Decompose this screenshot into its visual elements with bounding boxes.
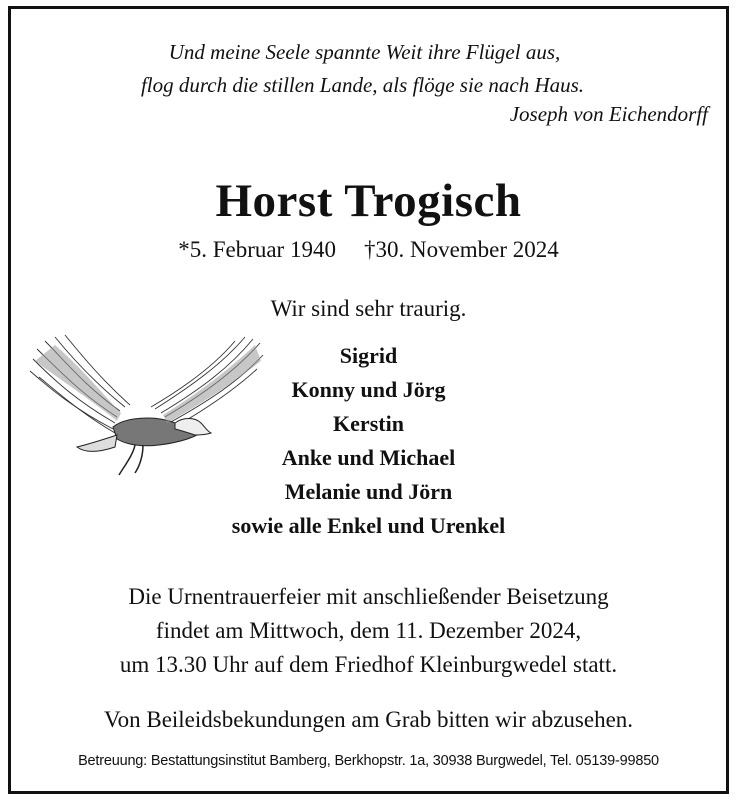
condolence-note: Von Beileidsbekundungen am Grab bitten wir abzusehen. bbox=[103, 707, 634, 732]
family-member: Anke und Michael bbox=[281, 445, 456, 470]
family-member: Konny und Jörg bbox=[291, 377, 446, 402]
deceased-name: Horst Trogisch bbox=[215, 175, 522, 227]
ceremony-line-2: findet am Mittwoch, dem 11. Dezember 2024, bbox=[155, 618, 582, 643]
birth-date: *5. Februar 1940 bbox=[178, 237, 336, 262]
family-member: Melanie und Jörn bbox=[284, 479, 453, 504]
family-member: sowie alle Enkel und Urenkel bbox=[231, 513, 506, 538]
family-member: Kerstin bbox=[333, 411, 404, 436]
ceremony-line-1: Die Urnentrauerfeier mit anschließender Beisetzung bbox=[128, 584, 609, 609]
ceremony-info bbox=[11, 580, 726, 682]
quote-line-2: flog durch die stillen Lande, als flöge sie nach Haus. bbox=[140, 73, 585, 97]
ceremony-line-3: um 13.30 Uhr auf dem Friedhof Kleinburgwedel statt. bbox=[119, 652, 618, 677]
mourning-text: Wir sind sehr traurig. bbox=[270, 296, 467, 321]
obituary-notice bbox=[8, 6, 729, 794]
life-dates bbox=[11, 237, 726, 263]
quote-author: Joseph von Eichendorff bbox=[509, 102, 708, 126]
funeral-home-footer: Betreuung: Bestattungsinstitut Bamberg, Berkhopstr. 1a, 30938 Burgwedel, Tel. 05139-99850 bbox=[78, 753, 659, 769]
death-date: †30. November 2024 bbox=[363, 237, 559, 262]
family-member: Sigrid bbox=[339, 343, 398, 368]
quote-line-1: Und meine Seele spannte Weit ihre Flügel aus, bbox=[168, 40, 561, 64]
family-list bbox=[11, 339, 726, 543]
